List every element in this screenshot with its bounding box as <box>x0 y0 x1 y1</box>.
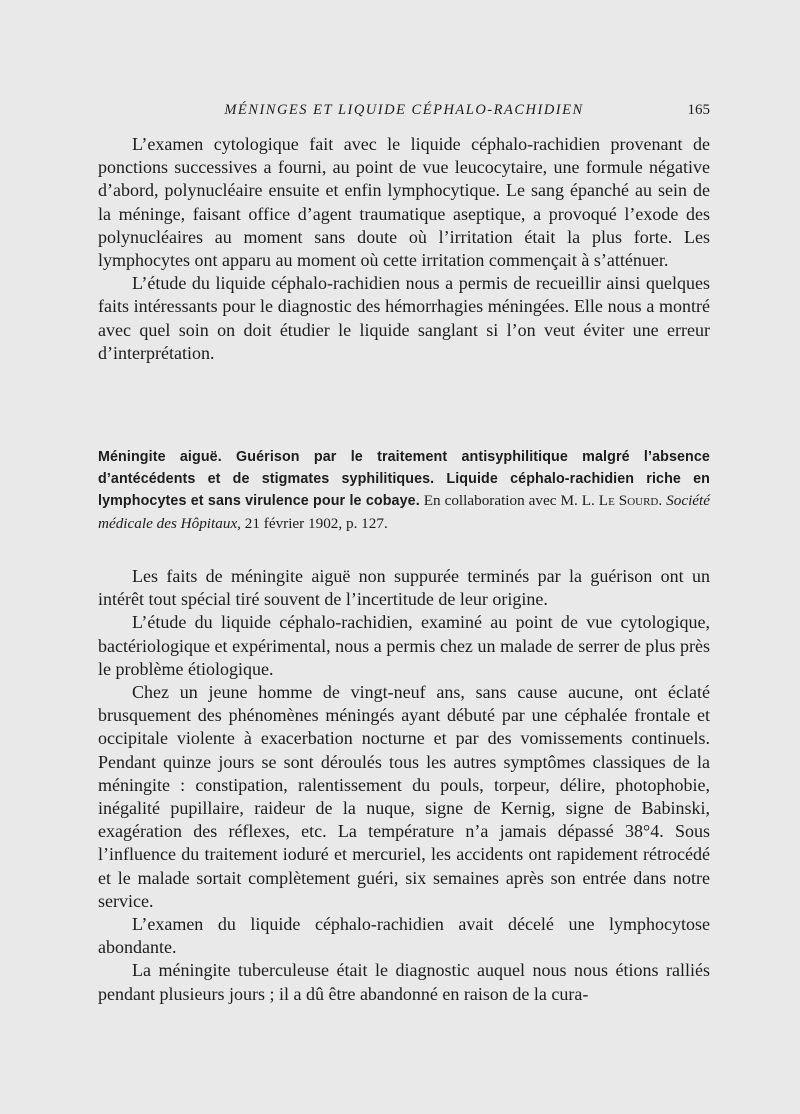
paragraph: Chez un jeune homme de vingt-neuf ans, sans cause aucune, ont éclaté brusquement des phénomènes méningés ayant débuté par une céphalée frontale et occipitale violente à exacerbation nocturne et par des vomissements continuels. Pendant quinze jours se sont déroulés tous les autres symptômes classiques de la méningite : constipation, ralentissement du pouls, torpeur, délire, photophobie, inégalité pupillaire, raideur de la nuque, signe de Kernig, signe de Babinski, exagération des réflexes, etc. La température n’a jamais dépassé 38°4. Sous l’influence du traitement ioduré et mercuriel, les accidents ont rapidement rétrocédé et le malade sortait complètement guéri, six semaines après son entrée dans notre service. <box>98 682 710 911</box>
bibliography-entry <box>98 446 710 534</box>
paragraph: La méningite tuberculeuse était le diagnostic auquel nous nous étions ralliés pendant plusieurs jours ; il a dû être abandonné en raison de la cura- <box>98 960 710 1004</box>
collaboration-prefix: En collaboration avec <box>423 492 557 510</box>
running-title: MÉNINGES ET LIQUIDE CÉPHALO-RACHIDIEN <box>224 102 584 118</box>
author-name: Le Sourd. <box>598 492 663 510</box>
page-header <box>98 100 710 124</box>
section-2-text <box>98 565 710 1006</box>
paragraph: Les faits de méningite aiguë non suppurée terminés par la guérison ont un intérêt tout spécial tiré souvent de l’incertitude de leur origine. <box>98 566 710 610</box>
entry-date: 21 février 1902, p. 127. <box>244 514 388 532</box>
section-1-text <box>98 133 710 365</box>
entry-source: Société médicale des Hôpitaux, <box>98 492 711 532</box>
paragraph: L’examen cytologique fait avec le liquide céphalo-rachidien provenant de ponctions successives a fourni, au point de vue leucocytaire, une formule négative d’abord, polynucléaire ensuite et enfin lymphocytique. Le sang épanché au sein de la méninge, faisant office d’agent traumatique aseptique, a provoqué l’exode des polynucléaires au moment sans doute où l’irritation était la plus forte. Les lymphocytes ont apparu au moment où cette irritation commençait à s’atténuer. <box>98 134 710 271</box>
entry-title: Méningite aiguë. Guérison par le traitement antisyphilitique malgré l’absence d’antécédents et de stigmates syphilitiques. Liquide céphalo-rachidien riche en lymphocytes et sans virulence pour le cobaye. <box>98 449 710 510</box>
page-number: 165 <box>687 102 710 118</box>
paragraph: L’examen du liquide céphalo-rachidien avait décelé une lymphocytose abondante. <box>98 914 710 958</box>
paragraph: L’étude du liquide céphalo-rachidien, examiné au point de vue cytologique, bactériologique et expérimental, nous a permis chez un malade de serrer de plus près le problème étiologique. <box>98 612 710 679</box>
author-initial: M. L. <box>560 492 595 510</box>
paragraph: L’étude du liquide céphalo-rachidien nous a permis de recueillir ainsi quelques faits intéressants pour le diagnostic des hémorrhagies méningées. Elle nous a montré avec quel soin on doit étudier le liquide sanglant si l’on veut éviter une erreur d’interprétation. <box>98 273 710 363</box>
